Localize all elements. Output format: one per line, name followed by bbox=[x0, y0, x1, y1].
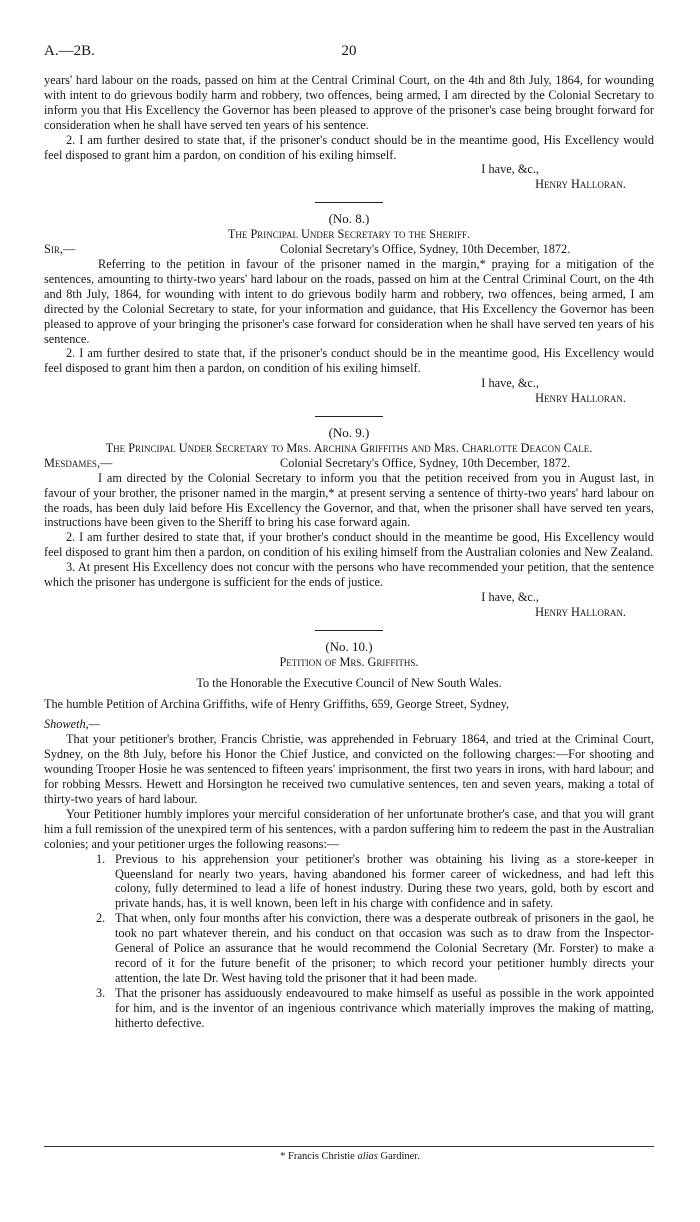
intro-paragraph-2: 2. I am further desired to state that, if the prisoner's conduct should be in the meantime good, His Excellency would feel disposed to grant him a pardon, on condition of his exiling himself. bbox=[44, 132, 654, 162]
section-divider bbox=[315, 416, 383, 417]
doc10-title: Petition of Mrs. Griffiths. bbox=[279, 654, 419, 669]
list-item bbox=[96, 986, 654, 1031]
doc9-signature: Henry Halloran. bbox=[535, 604, 626, 619]
doc9-salutation: Mesdames,— bbox=[44, 455, 113, 470]
list-item bbox=[96, 911, 654, 986]
footnote-rule bbox=[44, 1146, 654, 1147]
list-item-number: 3. bbox=[96, 985, 106, 1000]
doc9-paragraph-3: 3. At present His Excellency does not concur with the persons who have recommended your petition, that the sentence which the prisoner has undergone is sufficient for the ends of justice. bbox=[44, 560, 654, 590]
doc10-number: (No. 10.) bbox=[325, 638, 373, 654]
doc9-closing: I have, &c., bbox=[481, 590, 539, 604]
doc10-paragraph-1: That your petitioner's brother, Francis Christie, was apprehended in February 1864, and tried at the Criminal Court, Sydney, on the 8th July, before his Honor the Chief Justice, and convicted on the following charges:—For shooting and wounding Trooper Hosie he was sentenced to fifteen years' imprisonment, the first two years in irons, with hard labour; and for robbing Messrs. Hewett and Horsington he received two cumulative sentences, ten and seven years, making a total of thirty-two years of hard labour. bbox=[44, 732, 654, 806]
list-item bbox=[96, 852, 654, 912]
reasons-list bbox=[44, 852, 654, 1031]
doc9-dateline: Colonial Secretary's Office, Sydney, 10th December, 1872. bbox=[280, 455, 571, 470]
list-item-number: 2. bbox=[96, 911, 106, 926]
doc8-paragraph-2: 2. I am further desired to state that, if the prisoner's conduct should be in the meantime good, His Excellency would feel disposed to grant him then a pardon, on condition of his exiling himself. bbox=[44, 346, 654, 376]
doc9-dateline-row bbox=[44, 456, 654, 471]
intro-closing: I have, &c., bbox=[481, 162, 539, 177]
doc10-paragraph-2: Your Petitioner humbly implores your merciful consideration of her unfortunate brother's case, and that you will grant him a full remission of the unexpired term of his sentences, with a pardon suffering him to redeem the past in the Australian colonies; and your petitioner urges the following reasons:— bbox=[44, 806, 654, 851]
doc8-number: (No. 8.) bbox=[328, 211, 370, 227]
doc9-number: (No. 9.) bbox=[328, 425, 370, 441]
page-number: 20 bbox=[341, 43, 357, 59]
doc8-salutation: Sir,— bbox=[44, 242, 76, 257]
doc9-paragraph-2: 2. I am further desired to state that, if your brother's conduct should in the meantime be good, His Excellency would feel disposed to grant him then a pardon, on condition of his exiling himself from the Australian colonies and New Zealand. bbox=[44, 530, 654, 560]
intro-signature: Henry Halloran. bbox=[535, 177, 626, 192]
doc8-dateline-row bbox=[44, 242, 654, 257]
list-item-text: That when, only four months after his conviction, there was a desperate outbreak of prisoners in the gaol, he took no part whatever therein, and his conduct on that occasion was such as to draw from the Inspector-General of Police an assurance that he would recommend the Colonial Secretary (Mr. Forster) to make a record of it for the future benefit of the prisoner; to which record your petitioner humbly directs your attention, the late Dr. West having told the prisoner that it had been made. bbox=[115, 911, 654, 985]
intro-paragraph-1: years' hard labour on the roads, passed on him at the Central Criminal Court, on the 4th and 8th July, 1864, for wounding with intent to do grievous bodily harm and robbery, two offences, being armed, I am directed by the Colonial Secretary to inform you that His Excellency the Governor has been pleased to approve of the prisoner's case being brought forward for consideration when he shall have served ten years of his sentence. bbox=[44, 73, 654, 132]
document-reference: A.—2B. bbox=[44, 43, 95, 59]
doc10-address: To the Honorable the Executive Council of New South Wales. bbox=[196, 675, 502, 690]
list-item-text: That the prisoner has assiduously endeavoured to make himself as useful as possible in the work appointed for him, and is the inventor of an ingenious contrivance which materially improves the making of matting, hitherto defective. bbox=[115, 985, 654, 1030]
doc8-signature: Henry Halloran. bbox=[535, 391, 626, 406]
footnote-alias-name: Gardiner. bbox=[380, 1151, 420, 1162]
footnote-name: Francis Christie bbox=[288, 1151, 355, 1162]
footnote bbox=[0, 1150, 700, 1165]
page-header bbox=[44, 44, 654, 64]
list-item-number: 1. bbox=[96, 851, 106, 866]
list-item-text: Previous to his apprehension your petitioner's brother was obtaining his living as a store-keeper in Queensland for nearly two years, having abandoned his former career of wickedness, and had left this colony, fully determined to lead a life of honest industry. During these two years, gold, both by escort and private hands, has, it is well known, been left in his charge with confidence and in safety. bbox=[115, 851, 654, 911]
doc8-title: The Principal Under Secretary to the Sheriff. bbox=[227, 227, 471, 242]
doc8-dateline: Colonial Secretary's Office, Sydney, 10th December, 1872. bbox=[280, 242, 571, 257]
doc9-title: The Principal Under Secretary to Mrs. Archina Griffiths and Mrs. Charlotte Deacon Cale. bbox=[105, 440, 593, 455]
doc8-closing: I have, &c., bbox=[481, 376, 539, 391]
footnote-marker: * bbox=[280, 1151, 286, 1162]
doc8-paragraph-1: Referring to the petition in favour of the prisoner named in the margin,* praying for a mitigation of the sentences, amounting to thirty-two years' hard labour on the roads, passed on him at the Central Criminal Court, on the 4th and 8th July, 1864, for wounding with intent to do grievous bodily harm and robbery, two offences, being armed, I am directed by the Colonial Secretary to state, for your information and guidance, that His Excellency the Governor has been pleased to approve of your bringing the prisoner's case forward for consideration when he shall have served ten years of his sentence. bbox=[44, 256, 654, 346]
doc10-petitioner-line: The humble Petition of Archina Griffiths, wife of Henry Griffiths, 659, George Street, Sydney, bbox=[44, 696, 510, 711]
section-divider bbox=[315, 202, 383, 203]
document-body bbox=[44, 73, 654, 1030]
footnote-alias: alias bbox=[357, 1151, 378, 1162]
doc9-paragraph-1: I am directed by the Colonial Secretary to inform you that the petition received from you in August last, in favour of your brother, the prisoner named in the margin,* at present serving a sentence of thirty-two years' hard labour on the roads, has been duly laid before His Excellency the Governor, and that, when the prisoner shall have served ten years, instructions have been given to the Sheriff to bring his case forward again. bbox=[44, 470, 654, 530]
doc10-showeth: Showeth,— bbox=[44, 717, 100, 732]
section-divider bbox=[315, 630, 383, 631]
